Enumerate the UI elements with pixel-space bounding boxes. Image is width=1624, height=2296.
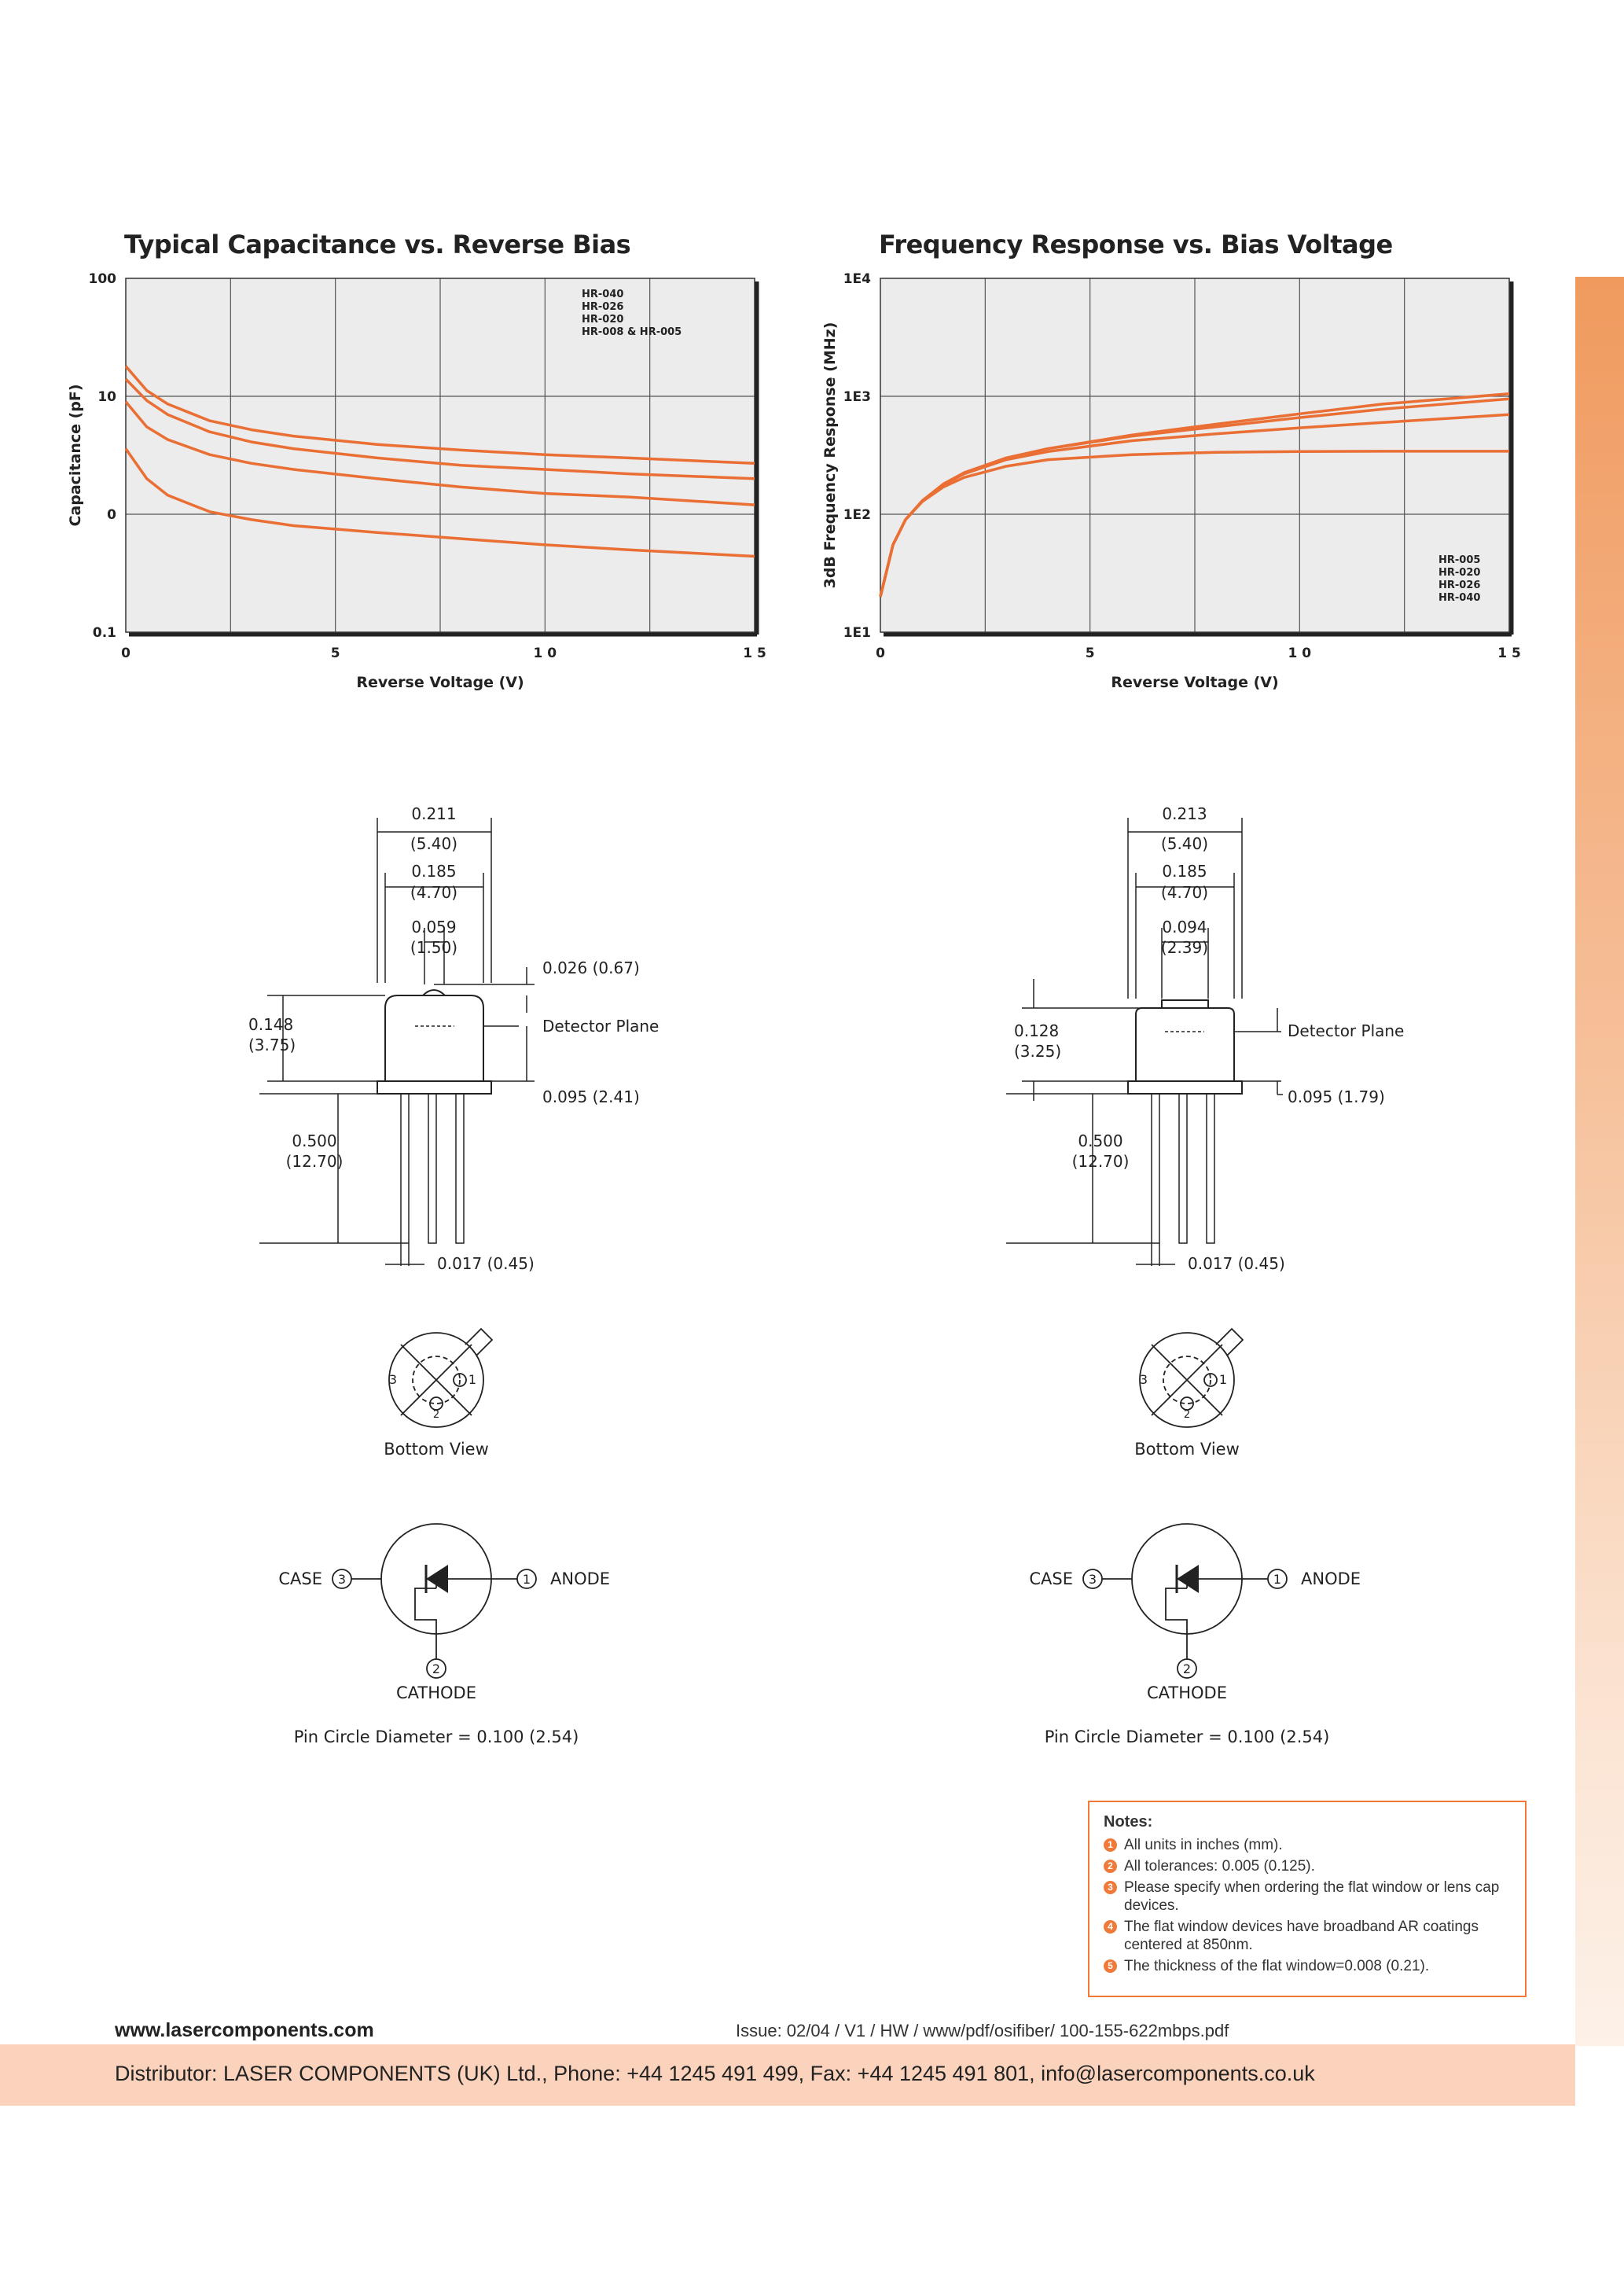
chart2-title: Frequency Response vs. Bias Voltage <box>879 230 1393 259</box>
note-item: 2 All tolerances: 0.005 (0.125). <box>1104 1857 1511 1875</box>
right-detector-plane: Detector Plane <box>1288 1021 1405 1040</box>
left-cathode-pin: 2 <box>432 1661 441 1676</box>
right-dim-detector: 0.095 (1.79) <box>1288 1087 1385 1106</box>
left-dim-window-mm: (1.50) <box>410 938 458 957</box>
right-pin-circle: Pin Circle Diameter = 0.100 (2.54) <box>1044 1728 1330 1746</box>
right-dim-body: 0.185 <box>1162 862 1207 881</box>
left-bottom-view <box>259 1305 652 1761</box>
y-tick-label: 100 <box>88 271 116 287</box>
left-anode-label: ANODE <box>550 1569 611 1588</box>
legend-entry: HR-020 <box>582 314 624 326</box>
left-pin2-label: 2 <box>432 1409 440 1421</box>
capacitance-chart <box>47 267 770 692</box>
x-tick-label: 1 0 <box>533 646 557 661</box>
x-tick-label: 5 <box>1085 646 1095 661</box>
website-link[interactable]: www.lasercomponents.com <box>115 2019 374 2041</box>
left-detector-plane: Detector Plane <box>542 1017 660 1036</box>
left-dim-body-mm: (4.70) <box>410 883 458 902</box>
sidebar-gradient <box>1575 277 1624 2046</box>
distributor-text: Distributor: LASER COMPONENTS (UK) Ltd., Phone: +44 1245 491 499, Fax: +44 1245 491 801, info@lasercomponents.co.uk <box>115 2062 1315 2085</box>
legend-entry: HR-020 <box>1438 567 1481 579</box>
right-dim-cap: 0.128 <box>1014 1021 1060 1040</box>
chart1-title: Typical Capacitance vs. Reverse Bias <box>124 230 631 259</box>
y-tick-label: 0.1 <box>92 625 116 641</box>
right-anode-label: ANODE <box>1301 1569 1361 1588</box>
y-tick-label: 1E3 <box>843 389 871 405</box>
left-dim-detector: 0.095 (2.41) <box>542 1087 640 1106</box>
note-item: 5 The thickness of the flat window=0.008 (0.21). <box>1104 1957 1511 1975</box>
left-pin3-label: 3 <box>388 1372 398 1387</box>
y-tick-label: 1E4 <box>843 271 871 287</box>
right-pin1-label: 1 <box>1218 1372 1228 1387</box>
y-tick-label: 0 <box>107 507 116 523</box>
left-pin-circle: Pin Circle Diameter = 0.100 (2.54) <box>293 1728 579 1746</box>
note-item: 1 All units in inches (mm). <box>1104 1836 1511 1854</box>
right-dim-body-mm: (4.70) <box>1160 883 1209 902</box>
right-dim-window: 0.094 <box>1162 918 1207 936</box>
legend-entry: HR-008 & HR-005 <box>582 326 682 338</box>
notes-box <box>1088 1801 1527 1997</box>
right-anode-pin: 1 <box>1273 1572 1282 1587</box>
legend-entry: HR-040 <box>582 289 624 300</box>
right-dim-total: 0.213 <box>1162 804 1207 823</box>
left-anode-pin: 1 <box>522 1572 531 1587</box>
x-tick-label: 1 0 <box>1288 646 1312 661</box>
right-bottom-view <box>1010 1305 1403 1761</box>
right-case-pin: 3 <box>1088 1572 1097 1587</box>
distributor-band <box>0 2044 1575 2106</box>
right-bottom-view-label: Bottom View <box>1134 1440 1240 1459</box>
right-pin3-label: 3 <box>1139 1372 1148 1387</box>
left-bottom-view-label: Bottom View <box>384 1440 489 1459</box>
y-tick-label: 1E1 <box>843 625 871 641</box>
left-pin1-label: 1 <box>468 1372 477 1387</box>
right-dim-lead-dia: 0.017 (0.45) <box>1188 1254 1285 1273</box>
y-tick-label: 1E2 <box>843 507 871 523</box>
note-item: 3 Please specify when ordering the flat window or lens cap devices. <box>1104 1878 1511 1915</box>
left-dim-window: 0.059 <box>411 918 457 936</box>
legend-entry: HR-026 <box>582 301 624 313</box>
legend-entry: HR-005 <box>1438 554 1481 566</box>
right-dim-lead: 0.500 <box>1078 1131 1123 1150</box>
left-dim-lead-dia: 0.017 (0.45) <box>437 1254 535 1273</box>
legend-entry: HR-026 <box>1438 580 1481 591</box>
right-dim-cap-mm: (3.25) <box>1014 1042 1062 1061</box>
y-tick-label: 10 <box>97 389 116 405</box>
x-tick-label: 1 5 <box>1497 646 1521 661</box>
left-dim-cap-mm: (3.75) <box>248 1036 296 1054</box>
y-axis-label: Capacitance (pF) <box>67 384 84 527</box>
notes-title: Notes: <box>1104 1813 1153 1831</box>
x-tick-label: 5 <box>330 646 340 661</box>
right-pin2-label: 2 <box>1183 1409 1191 1421</box>
left-dim-lead-mm: (12.70) <box>285 1152 344 1171</box>
left-dim-cap: 0.148 <box>248 1015 294 1034</box>
left-case-pin: 3 <box>337 1572 347 1587</box>
frequency-response-chart <box>802 267 1541 692</box>
x-axis-label: Reverse Voltage (V) <box>1111 674 1279 691</box>
x-tick-label: 0 <box>121 646 130 661</box>
y-axis-label: 3dB Frequency Response (MHz) <box>821 322 839 589</box>
issue-info: Issue: 02/04 / V1 / HW / www/pdf/osifiber/ 100-155-622mbps.pdf <box>736 2021 1229 2040</box>
right-cathode-label: CATHODE <box>1147 1683 1227 1702</box>
left-dim-body: 0.185 <box>411 862 457 881</box>
right-package-drawing <box>983 802 1423 1290</box>
left-dim-lead: 0.500 <box>292 1131 337 1150</box>
left-package-drawing <box>236 802 676 1290</box>
right-dim-lead-mm: (12.70) <box>1071 1152 1130 1171</box>
x-axis-label: Reverse Voltage (V) <box>356 674 524 691</box>
left-case-label: CASE <box>278 1569 322 1588</box>
right-dim-total-mm: (5.40) <box>1160 834 1209 853</box>
x-tick-label: 1 5 <box>743 646 766 661</box>
left-dim-lens: 0.026 (0.67) <box>542 959 640 977</box>
left-cathode-label: CATHODE <box>396 1683 476 1702</box>
legend-entry: HR-040 <box>1438 592 1481 604</box>
x-tick-label: 0 <box>876 646 885 661</box>
note-item: 4 The flat window devices have broadband AR coatings centered at 850nm. <box>1104 1918 1511 1954</box>
right-case-label: CASE <box>1029 1569 1073 1588</box>
left-dim-total: 0.211 <box>411 804 457 823</box>
right-cathode-pin: 2 <box>1182 1661 1192 1676</box>
right-dim-window-mm: (2.39) <box>1160 938 1209 957</box>
left-dim-total-mm: (5.40) <box>410 834 458 853</box>
